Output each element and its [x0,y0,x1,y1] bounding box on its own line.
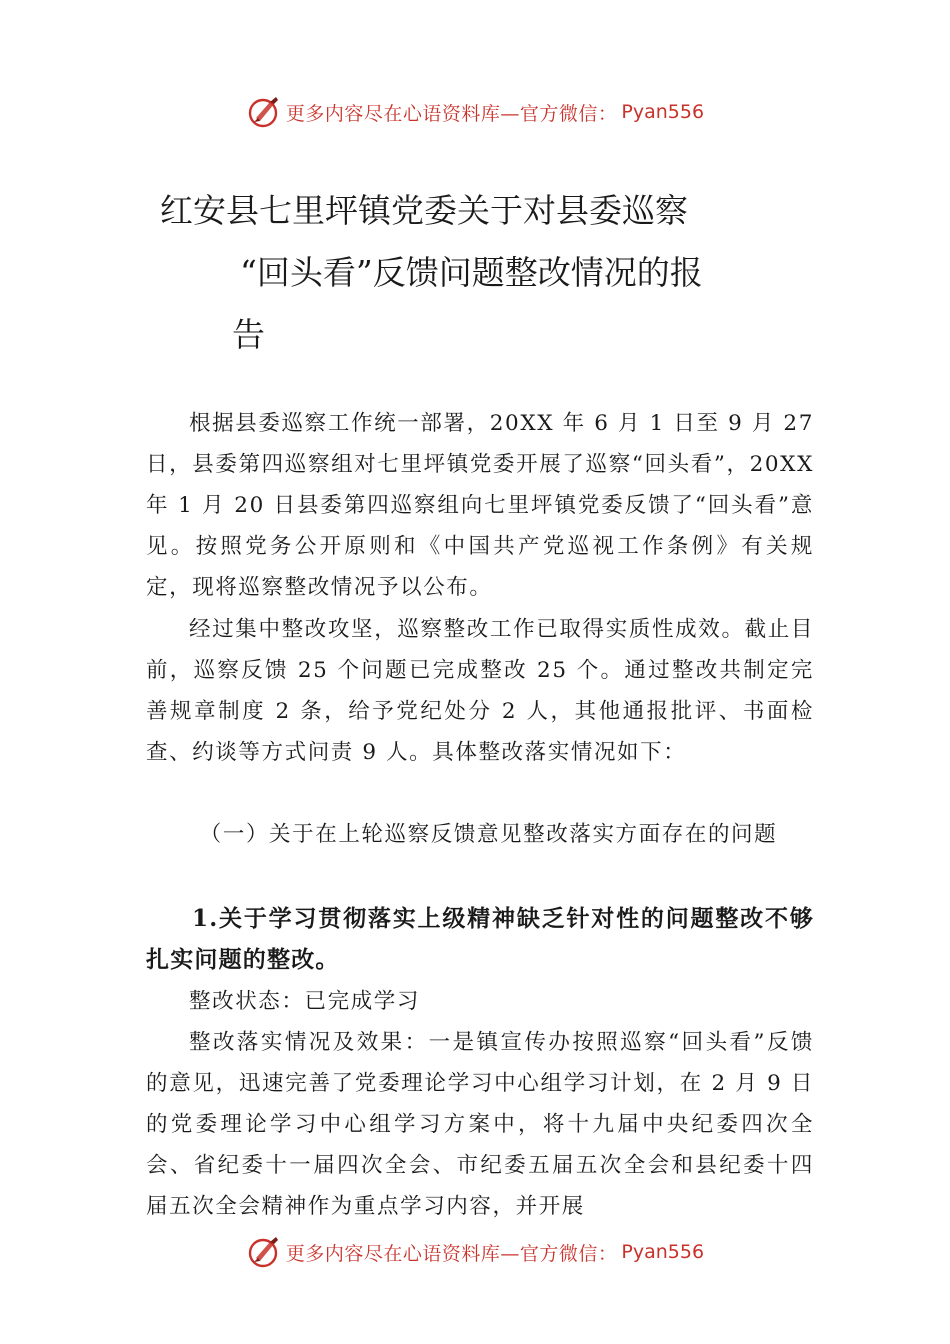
document-title-line-1: 红安县七里坪镇党委关于对县委巡察 [160,191,688,230]
body-paragraph-intro: 根据县委巡察工作统一部署，20XX 年 6 月 1 日至 9 月 27 日，县委第四巡察组对七里坪镇党委开展了巡察“回头看”，20XX 年 1 月 20 日县委第四巡察组向七里坪镇党委反馈了“回头看”意见。按照党务公开原则和《中国共产党巡视工作条例》有关规定，现将巡察整改情况予以公布。 [146,411,814,600]
section-heading: （一）关于在上轮巡察反馈意见整改落实方面存在的问题 [199,822,778,847]
body-paragraph-measures: 整改落实情况及效果：一是镇宣传办按照巡察“回头看”反馈的意见，迅速完善了党委理论学习中心组学习计划，在 2 月 9 日的党委理论学习中心组学习方案中，将十九届中央纪委四次全会、省纪委十一届四次全会、市纪委五届五次全会和县纪委十四届五次全会精神作为重点学习内容，并开展 [146,1030,814,1219]
pen-logo-icon [246,94,282,130]
item-heading: 1.关于学习贯彻落实上级精神缺乏针对性的问题整改不够扎实问题的整改。 [146,905,814,973]
status-line: 整改状态：已完成学习 [189,989,421,1014]
watermark-wechat-id: Pyan556 [621,101,705,123]
watermark-text: 更多内容尽在心语资料库—官方微信： [285,1242,618,1265]
document-title-line-2: “回头看”反馈问题整改情况的报 [240,253,703,292]
watermark-wechat-id: Pyan556 [621,1241,705,1263]
footer-watermark [0,1232,950,1272]
header-watermark [0,92,950,132]
pen-logo-icon [246,1234,282,1270]
body-paragraph-summary: 经过集中整改攻坚，巡察整改工作已取得实质性成效。截止目前，巡察反馈 25 个问题已完成整改 25 个。通过整改共制定完善规章制度 2 条，给予党纪处分 2 人，其他通报批评、书面检查、约谈等方式问责 9 人。具体整改落实情况如下： [146,617,814,765]
watermark-text: 更多内容尽在心语资料库—官方微信： [285,102,618,125]
document-title-line-3: 告 [232,315,265,354]
